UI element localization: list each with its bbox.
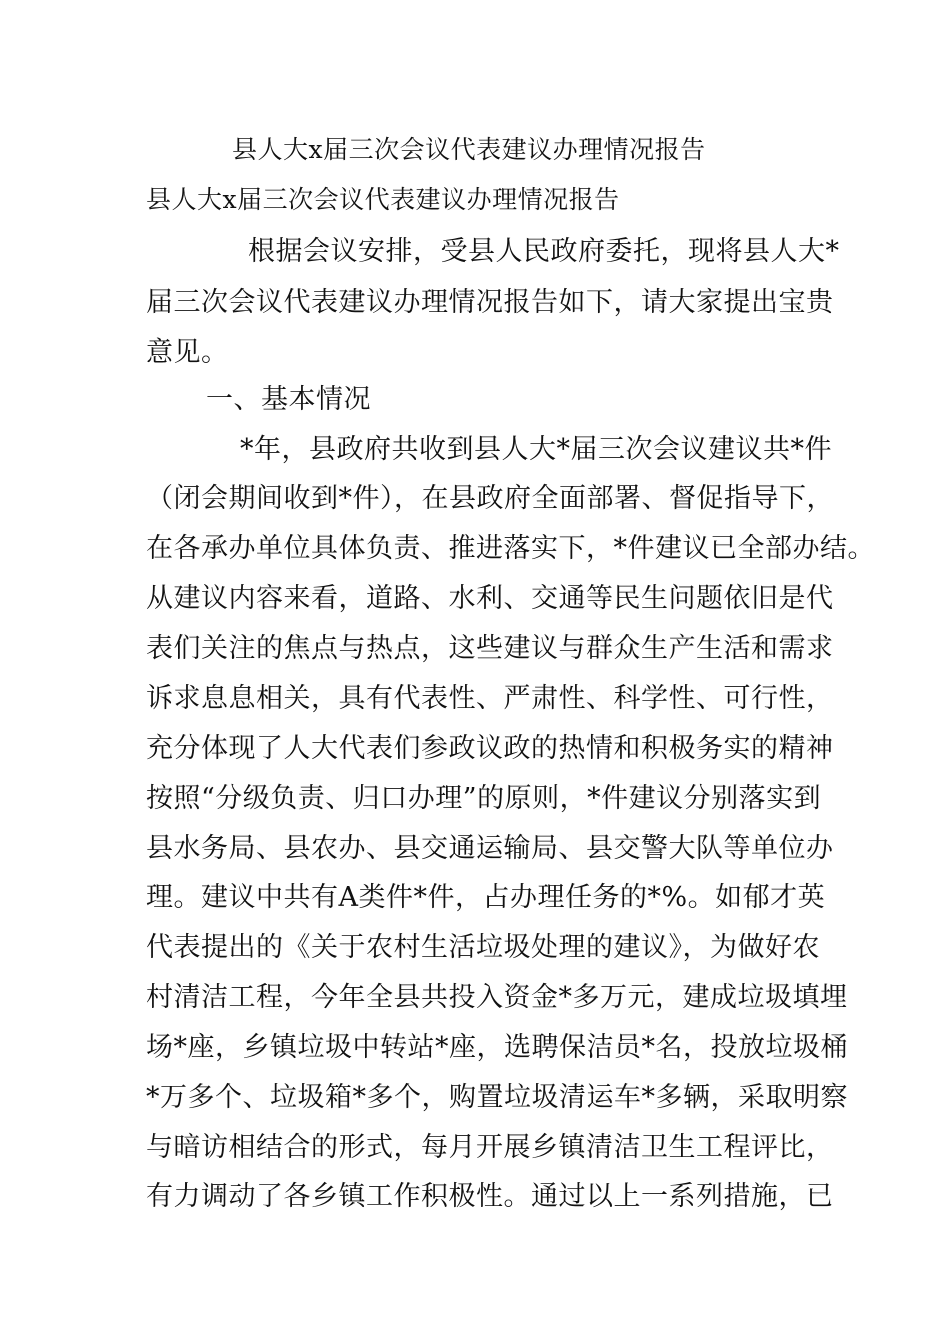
paragraph-line: 根据会议安排，受县人民政府委托，现将县人大* <box>248 236 840 267</box>
paragraph-line: 诉求息息相关，具有代表性、严肃性、科学性、可行性， <box>146 683 834 714</box>
paragraph-line: 村清洁工程，今年全县共投入资金*多万元，建成垃圾填埋 <box>146 982 848 1013</box>
paragraph-line: *年，县政府共收到县人大*届三次会议建议共*件 <box>240 434 832 465</box>
paragraph-line: 意见。 <box>146 337 229 368</box>
paragraph-line: 充分体现了人大代表们参政议政的热情和积极务实的精神 <box>146 733 834 764</box>
document-subtitle: 县人大x届三次会议代表建议办理情况报告 <box>146 185 620 214</box>
paragraph-line: 场*座，乡镇垃圾中转站*座，选聘保洁员*名，投放垃圾桶 <box>146 1032 848 1063</box>
paragraph-line: （闭会期间收到*件），在县政府全面部署、督促指导下， <box>146 483 834 514</box>
paragraph-line: 从建议内容来看，道路、水利、交通等民生问题依旧是代 <box>146 583 834 614</box>
paragraph-line: 按照“分级负责、归口办理”的原则，*件建议分别落实到 <box>146 783 822 814</box>
paragraph-line: 理。建议中共有A类件*件，占办理任务的*%。如郁才英 <box>146 882 826 913</box>
paragraph-line: 县水务局、县农办、县交通运输局、县交警大队等单位办 <box>146 833 834 864</box>
paragraph-line: *万多个、垃圾箱*多个，购置垃圾清运车*多辆，采取明察 <box>146 1082 848 1113</box>
paragraph-line: 与暗访相结合的形式，每月开展乡镇清洁卫生工程评比， <box>146 1132 834 1163</box>
section-heading: 一、基本情况 <box>206 384 371 415</box>
paragraph-line: 有力调动了各乡镇工作积极性。通过以上一系列措施，已 <box>146 1181 834 1212</box>
paragraph-line: 代表提出的《关于农村生活垃圾处理的建议》，为做好农 <box>146 932 820 963</box>
paragraph-line: 表们关注的焦点与热点，这些建议与群众生产生活和需求 <box>146 633 834 664</box>
paragraph-line: 届三次会议代表建议办理情况报告如下，请大家提出宝贵 <box>146 287 834 318</box>
document-title: 县人大x届三次会议代表建议办理情况报告 <box>232 135 706 164</box>
paragraph-line: 在各承办单位具体负责、推进落实下，*件建议已全部办结。 <box>146 533 875 564</box>
